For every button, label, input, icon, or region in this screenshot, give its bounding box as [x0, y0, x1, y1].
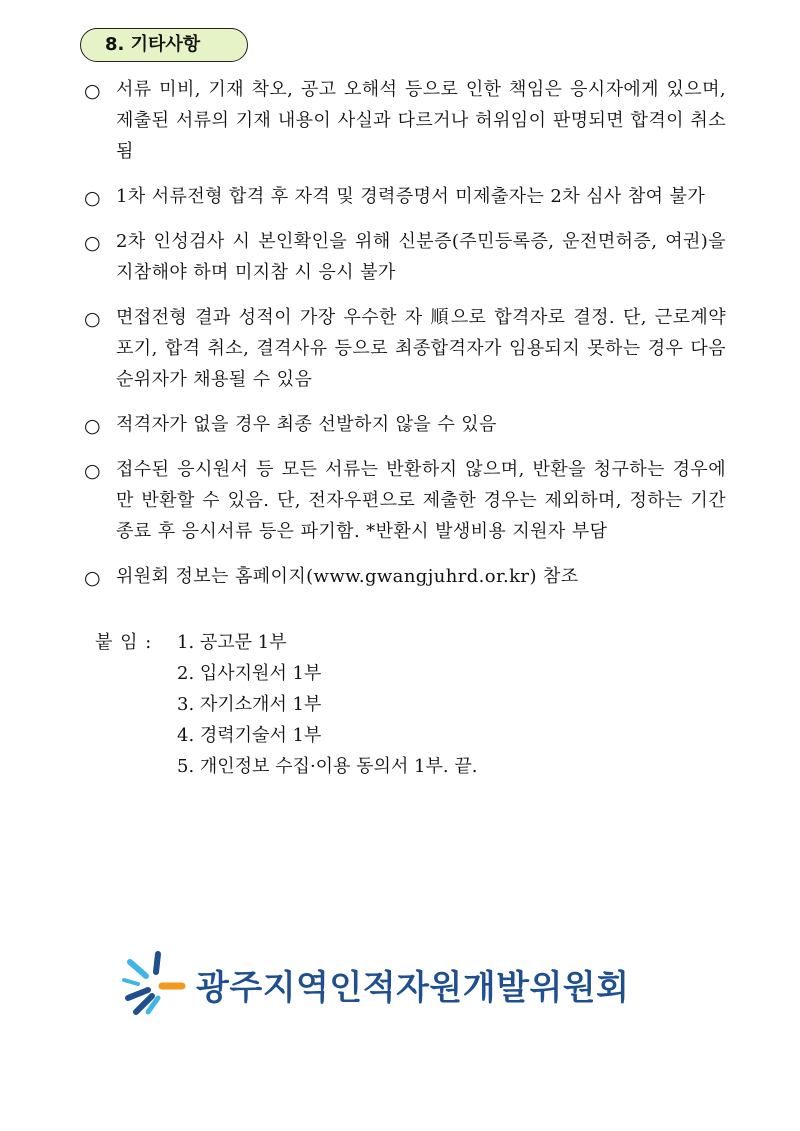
logo-ray — [156, 954, 158, 972]
list-item — [84, 302, 726, 395]
list-item — [84, 454, 726, 547]
attachment-item: 1. 공고문 1부 — [177, 632, 287, 653]
logo-ray — [128, 990, 148, 998]
attachments-list — [177, 627, 477, 782]
section-title: 8. 기타사항 — [80, 28, 248, 62]
list-item — [84, 226, 726, 288]
list-item-text: 면접전형 결과 성적이 가장 우수한 자 順으로 합격자로 결정. 단, 근로계약 포기, 합격 취소, 결격사유 등으로 최종합격자가 임용되지 못하는 경우 다음 순위자가 채용될 수 있음 — [116, 307, 726, 390]
list-item — [84, 561, 726, 592]
circle-bullet-icon: ○ — [84, 460, 101, 482]
circle-bullet-icon: ○ — [84, 80, 101, 102]
list-item-text: 적격자가 없을 경우 최종 선발하지 않을 수 있음 — [116, 414, 497, 435]
attachment-item: 3. 자기소개서 1부 — [177, 694, 322, 715]
circle-bullet-icon: ○ — [84, 567, 101, 589]
list-item-text: 접수된 응시원서 등 모든 서류는 반환하지 않으며, 반환을 청구하는 경우에만 반환할 수 있음. 단, 전자우편으로 제출한 경우는 제외하며, 정하는 기간 종료 후 응시서류 등은 파기함. *반환시 발생비용 지원자 부담 — [116, 459, 726, 542]
list-item-text: 위원회 정보는 홈페이지(www.gwangjuhrd.or.kr) 참조 — [116, 566, 579, 587]
attachments-label: 붙 임 : — [95, 632, 153, 653]
list-item — [84, 74, 726, 167]
notice-list — [84, 74, 726, 606]
logo-ray — [130, 962, 146, 976]
organization-logo — [122, 950, 630, 1016]
list-item — [84, 409, 726, 440]
organization-name: 광주지역인적자원개발위원회 — [196, 968, 630, 1008]
circle-bullet-icon: ○ — [84, 187, 101, 209]
logo-ray — [124, 980, 138, 984]
circle-bullet-icon: ○ — [84, 415, 101, 437]
list-item-text: 1차 서류전형 합격 후 자격 및 경력증명서 미제출자는 2차 심사 참여 불가 — [116, 186, 706, 207]
attachment-item: 5. 개인정보 수집·이용 동의서 1부. 끝. — [177, 756, 478, 777]
circle-bullet-icon: ○ — [84, 308, 101, 330]
list-item — [84, 181, 726, 212]
circle-bullet-icon: ○ — [84, 232, 101, 254]
logo-emblem-icon — [122, 950, 192, 1016]
attachment-item: 2. 입사지원서 1부 — [177, 663, 322, 684]
list-item-text: 서류 미비, 기재 착오, 공고 오해석 등으로 인한 책임은 응시자에게 있으며, 제출된 서류의 기재 내용이 사실과 다르거나 허위임이 판명되면 합격이 취소됨 — [116, 79, 726, 162]
attachment-item: 4. 경력기술서 1부 — [177, 725, 322, 746]
list-item-text: 2차 인성검사 시 본인확인을 위해 신분증(주민등록증, 운전면허증, 여권)을 지참해야 하며 미지참 시 응시 불가 — [116, 231, 726, 283]
